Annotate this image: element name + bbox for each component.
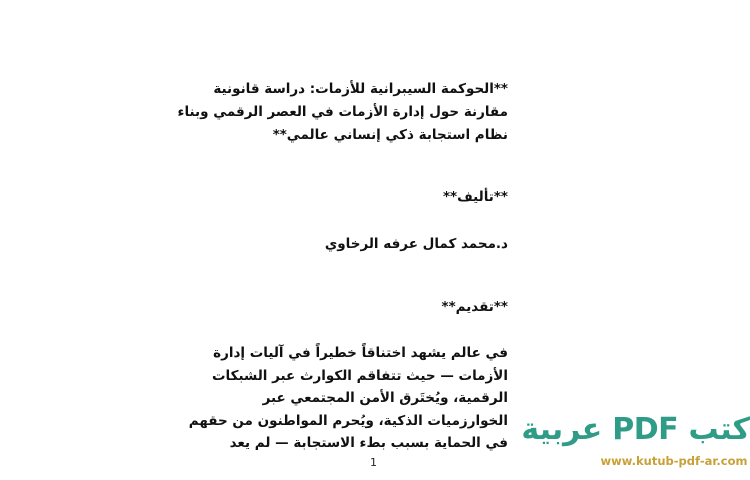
intro-line: الأزمات — حيث تتفاقم الكوارث عبر الشبكات [211, 367, 508, 384]
page-number: 1 [370, 456, 377, 469]
author-name: د.محمد كمال عرفه الرخاوي [324, 236, 508, 252]
intro-line: في الحماية بسبب بطء الاستجابة — لم يعد [229, 435, 508, 451]
intro-line: الخوارزميات الذكية، ويُحرم المواطنون من حقهم [188, 412, 508, 429]
title-line: مقارنة حول إدارة الأزمات في العصر الرقمي وبناء [177, 104, 508, 120]
title-line: نظام استجابة ذكي إنساني عالمي** [272, 127, 508, 143]
watermark-url: www.kutub-pdf-ar.com [600, 454, 748, 468]
document-title [177, 78, 508, 147]
intro-line: الرقمية، ويُختَرق الأمن المجتمعي عبر [262, 390, 508, 406]
intro-paragraph [188, 342, 508, 455]
title-line: **الحوكمة السيبرانية للأزمات: دراسة قانونية [213, 81, 508, 97]
watermark-logo [521, 410, 750, 480]
watermark-logo-text: كتب PDF عربية [521, 412, 750, 447]
intro-heading: **تقديم** [441, 299, 508, 315]
author-heading: **تأليف** [442, 189, 508, 205]
intro-line: في عالم يشهد اختناقاً خطيراً في آليات إدارة [213, 345, 508, 361]
